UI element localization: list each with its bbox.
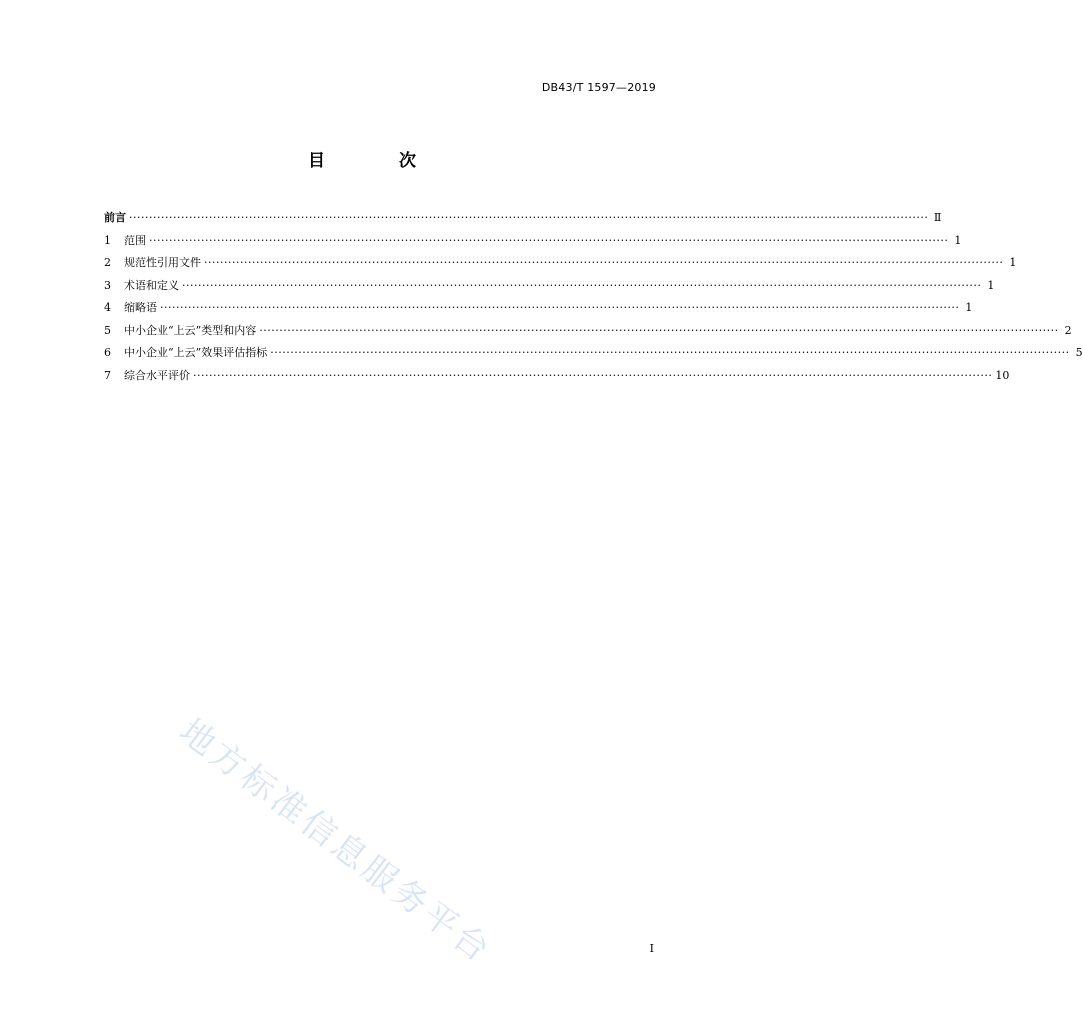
toc-entry-title: 中小企业“上云”效果评估指标	[124, 346, 268, 359]
toc-entry-page: Ⅱ	[933, 211, 942, 224]
leader-dots: ········································································································································································································	[193, 368, 993, 382]
toc-entry-number: 5	[104, 323, 111, 337]
toc-entry-terms-definitions[interactable]	[104, 275, 995, 298]
toc-entry-number: 2	[104, 256, 111, 269]
leader-dots: ········································································································································································································	[160, 301, 960, 314]
toc-entry-page: 2	[1064, 323, 1072, 337]
toc-entry-page: 1	[954, 233, 962, 247]
toc-entry-page: 1	[1009, 256, 1017, 269]
toc-entry-title: 缩略语	[124, 301, 157, 314]
toc-entry-title: 前言	[104, 211, 126, 224]
standard-code: DB43/T 1597—2019	[541, 81, 656, 94]
leader-dots: ········································································································································································································	[149, 233, 949, 247]
table-of-contents	[104, 207, 1083, 387]
toc-entry-page: 10	[995, 368, 1010, 382]
toc-entry-title: 综合水平评价	[124, 368, 190, 382]
toc-entry-comprehensive-evaluation[interactable]	[104, 365, 1010, 388]
toc-entry-page: 1	[987, 278, 995, 292]
toc-entry-page: 5	[1075, 346, 1083, 359]
toc-entry-normative-references[interactable]	[104, 252, 1017, 275]
page-title: 目 次	[308, 151, 450, 171]
toc-entry-foreword[interactable]	[104, 207, 942, 230]
leader-dots: ········································································································································································································	[204, 256, 1004, 269]
toc-entry-number: 4	[104, 301, 111, 314]
toc-entry-title: 中小企业“上云”类型和内容	[124, 323, 257, 337]
watermark: 地方标准信息服务平台	[171, 711, 500, 972]
toc-entry-scope[interactable]	[104, 230, 962, 253]
toc-entry-title: 范围	[124, 233, 146, 247]
leader-dots: ········································································································································································································	[182, 278, 982, 292]
toc-entry-number: 3	[104, 278, 111, 292]
toc-entry-number: 7	[104, 368, 111, 382]
toc-entry-cloud-types[interactable]	[104, 320, 1072, 343]
toc-entry-page: 1	[965, 301, 973, 314]
leader-dots: ········································································································································································································	[129, 211, 929, 224]
toc-entry-abbreviations[interactable]	[104, 297, 973, 320]
toc-entry-evaluation-indicators[interactable]	[104, 342, 1083, 365]
toc-entry-title: 术语和定义	[124, 278, 179, 292]
page-number: I	[649, 942, 654, 955]
leader-dots: ········································································································································································································	[259, 323, 1059, 337]
toc-entry-title: 规范性引用文件	[124, 256, 201, 269]
leader-dots: ········································································································································································································	[270, 346, 1070, 359]
toc-entry-number: 6	[104, 346, 111, 359]
toc-entry-number: 1	[104, 233, 111, 247]
